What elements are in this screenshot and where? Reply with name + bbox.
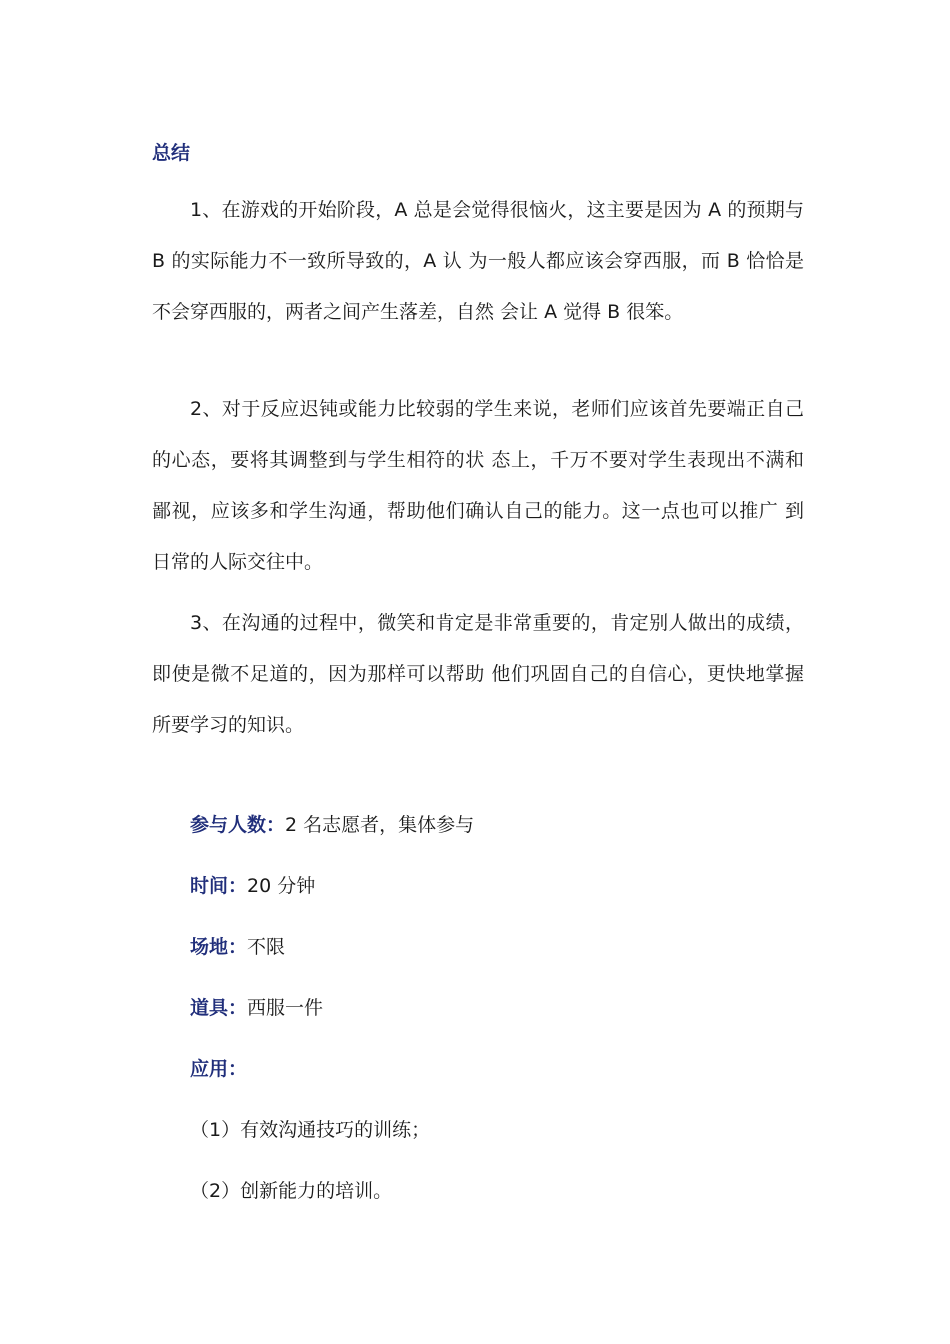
summary-paragraph-3: 3、在沟通的过程中，微笑和肯定是非常重要的，肯定别人做出的成绩，即使是微不足道的，因为那样可以帮助 他们巩固自己的自信心，更快地掌握所要学习的知识。: [152, 612, 804, 736]
participants-label: 参与人数：: [190, 814, 286, 836]
props-value: 西服一件: [247, 997, 324, 1019]
time-label: 时间：: [190, 875, 248, 897]
participants-value: 2 名志愿者，集体参与: [285, 814, 475, 836]
venue-row: [190, 934, 285, 960]
application-item-2: （2）创新能力的培训。: [190, 1180, 393, 1202]
summary-paragraph-2: 2、对于反应迟钝或能力比较弱的学生来说，老师们应该首先要端正自己的心态，要将其调整到与学生相符的状 态上，千万不要对学生表现出不满和鄙视，应该多和学生沟通，帮助他们确认自己的能力。这一点也可以推广 到日常的人际交往中。: [152, 398, 804, 573]
application-item-1: （1）有效沟通技巧的训练；: [190, 1119, 431, 1141]
application-label: 应用：: [190, 1058, 248, 1080]
props-row: [190, 995, 323, 1021]
venue-value: 不限: [247, 936, 286, 958]
section-heading: 总结: [152, 142, 191, 164]
time-value: 20 分钟: [247, 875, 316, 897]
venue-label: 场地：: [190, 936, 248, 958]
time-row: [190, 873, 315, 899]
participants-row: [190, 812, 474, 838]
summary-paragraph-1: 1、在游戏的开始阶段，A 总是会觉得很恼火，这主要是因为 A 的预期与 B 的实际能力不一致所导致的，A 认 为一般人都应该会穿西服，而 B 恰恰是不会穿西服的，两者之间产生落差，自然 会让 A 觉得 B 很笨。: [152, 199, 804, 323]
application-row: [190, 1056, 247, 1082]
props-label: 道具：: [190, 997, 248, 1019]
